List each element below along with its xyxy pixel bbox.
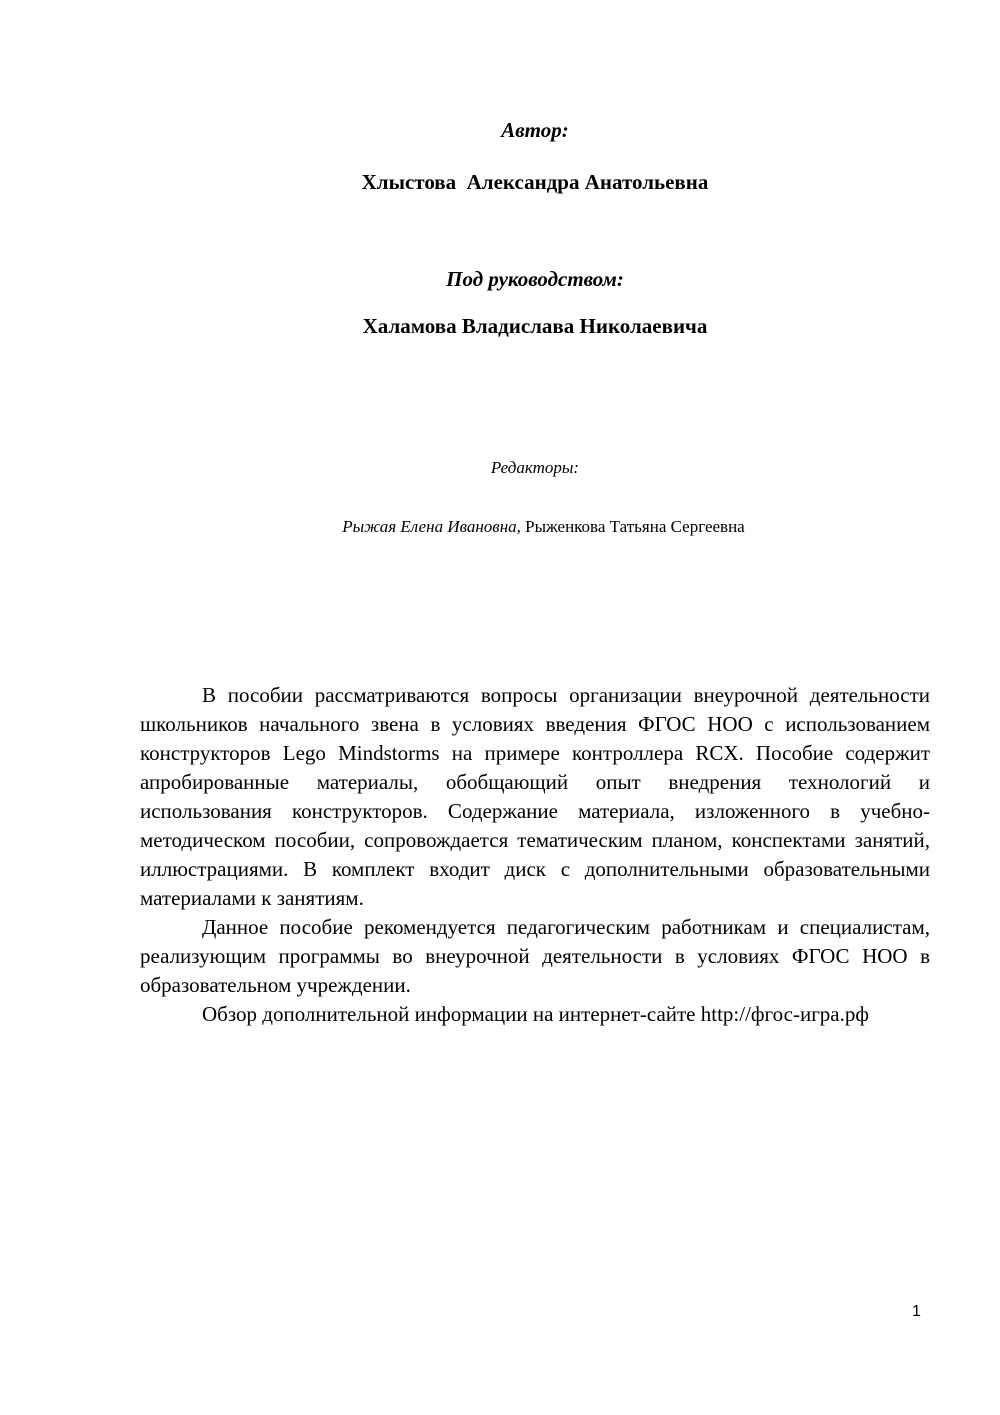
author-name: Хлыстова Александра Анатольевна	[361, 170, 709, 194]
editors-label: Редакторы:	[490, 458, 580, 477]
page-number: 1	[912, 1303, 921, 1320]
supervisor-name: Халамова Владислава Николаевича	[362, 314, 708, 338]
editor-name-first: Рыжая Елена Ивановна,	[342, 517, 521, 536]
author-label: Автор:	[501, 118, 569, 142]
annotation-paragraph-3: Обзор дополнительной информации на интернет-сайте http://фгос-игра.рф	[202, 1002, 869, 1026]
editors-names	[140, 497, 930, 557]
editor-name-second: Рыженкова Татьяна Сергеевна	[520, 517, 745, 536]
supervisor-label: Под руководством:	[446, 267, 624, 291]
annotation-paragraph-2: Данное пособие рекомендуется педагогическим работникам и специалистам, реализующим программы во внеурочной деятельности в условиях ФГОС НОО в образовательном учреждении.	[140, 915, 930, 997]
annotation-block	[140, 681, 930, 1029]
annotation-paragraph-1: В пособии рассматриваются вопросы организации внеурочной деятельности школьников начального звена в условиях введения ФГОС НОО с использованием конструкторов Lego Mindstorms на примере контроллера RCX. Пособие содержит апробированные материалы, обобщающий опыт внедрения технологий и использования конструкторов. Содержание материала, изложенного в учебно-методическом пособии, сопровождается тематическим планом, конспектами занятий, иллюстрациями. В комплект входит диск с дополнительными образовательными материалами к занятиям.	[140, 683, 930, 910]
